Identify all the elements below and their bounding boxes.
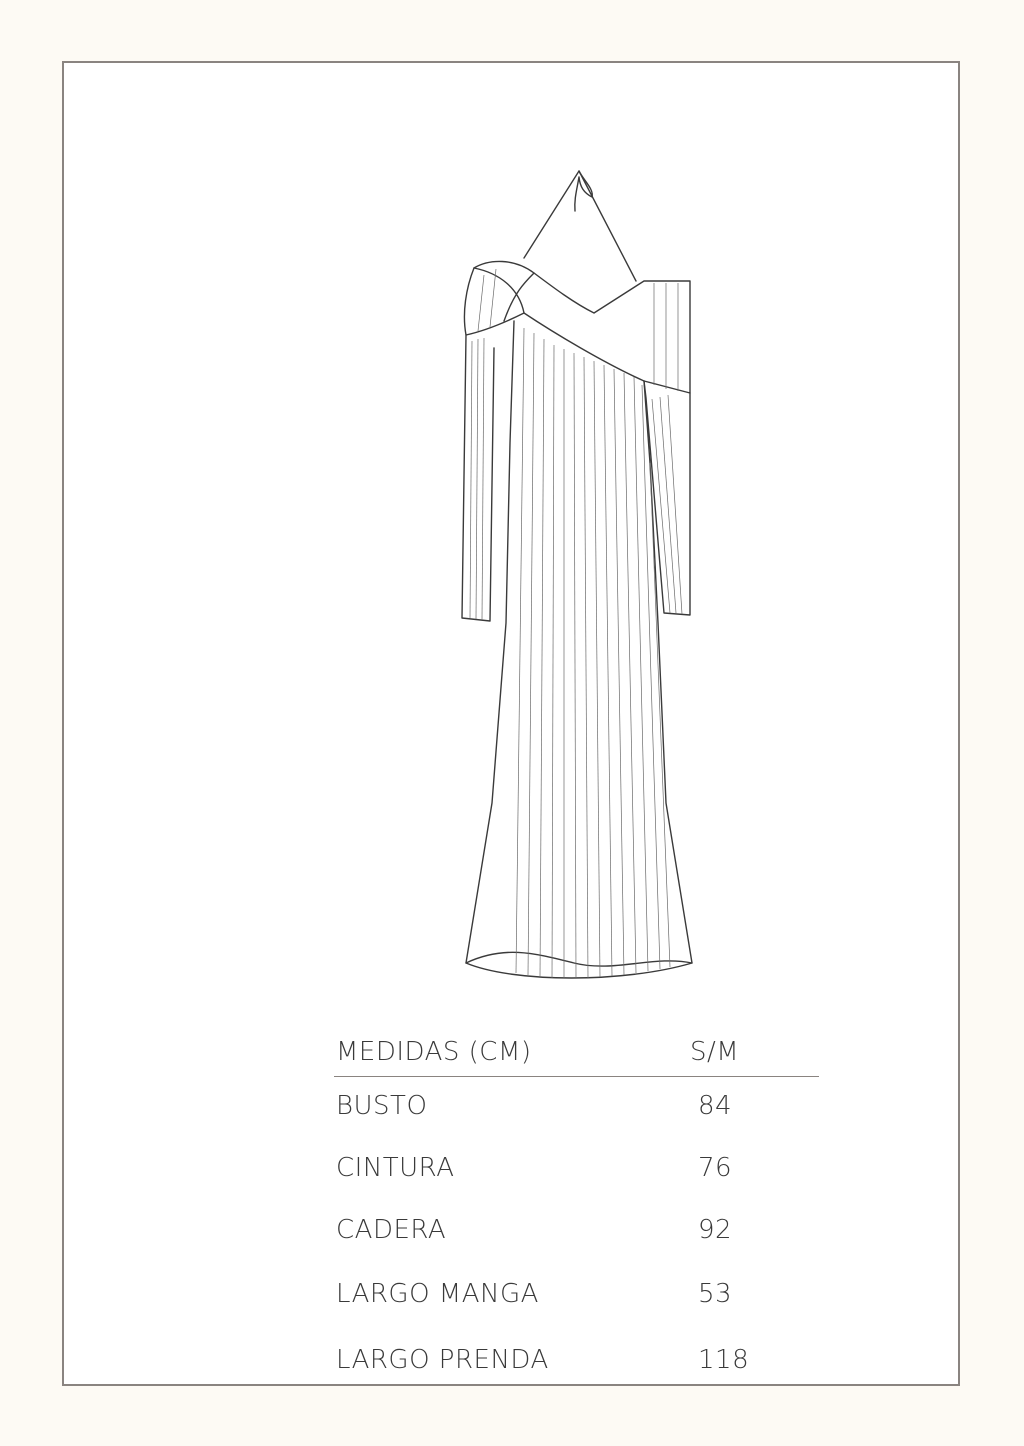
row-value: 92 <box>698 1215 733 1245</box>
row-value: 118 <box>698 1345 750 1375</box>
table-row <box>334 1215 819 1245</box>
table-row <box>334 1345 819 1375</box>
rib-stripes <box>470 269 682 978</box>
header-size-label: S/M <box>690 1037 740 1067</box>
row-label: CADERA <box>336 1215 447 1245</box>
row-label: BUSTO <box>336 1091 428 1121</box>
dress-body <box>466 321 692 978</box>
halter-strap <box>524 171 636 281</box>
measurements-table <box>334 1035 819 1375</box>
row-value: 76 <box>698 1153 733 1183</box>
dress-sketch-illustration <box>444 163 704 993</box>
header-measure-label: MEDIDAS (CM) <box>336 1037 532 1067</box>
size-chart-card <box>62 61 960 1386</box>
row-label: LARGO PRENDA <box>336 1345 549 1375</box>
row-label: CINTURA <box>336 1153 455 1183</box>
table-row <box>334 1091 819 1121</box>
table-row <box>334 1279 819 1309</box>
table-header <box>334 1035 819 1077</box>
row-label: LARGO MANGA <box>336 1279 539 1309</box>
neckline-fold <box>464 261 690 393</box>
row-value: 53 <box>698 1279 733 1309</box>
row-value: 84 <box>698 1091 733 1121</box>
table-row <box>334 1153 819 1183</box>
